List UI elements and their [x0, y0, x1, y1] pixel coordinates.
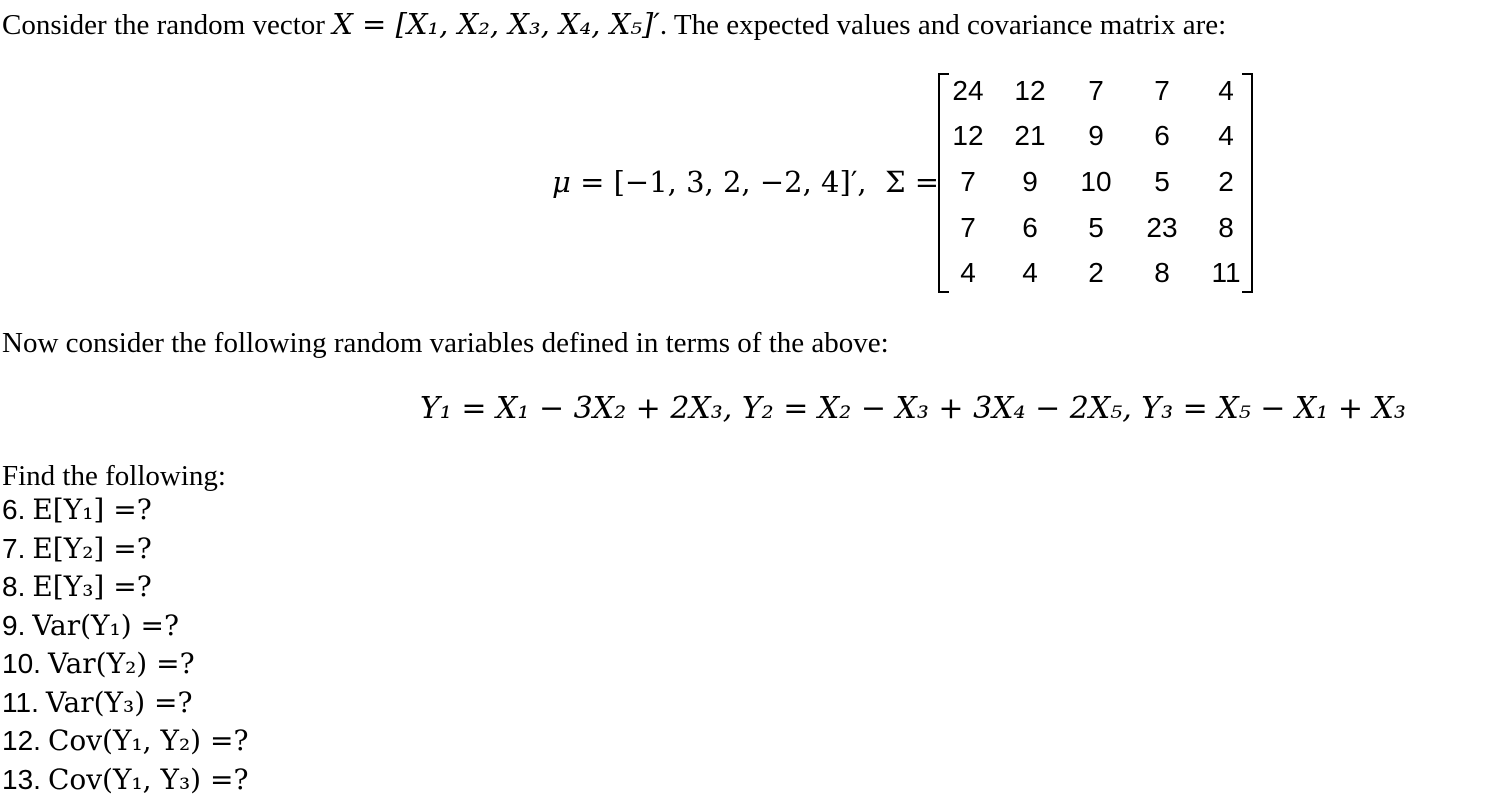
question-number: 11. — [2, 687, 39, 718]
find-heading: Find the following: — [2, 460, 226, 492]
mu-symbol: μ — [552, 165, 571, 199]
matrix-cell: 4 — [1218, 75, 1234, 106]
matrix-row — [938, 164, 1253, 200]
matrix-cell: 4 — [960, 257, 976, 288]
matrix-cell: 2 — [1088, 257, 1104, 288]
matrix-cell: 12 — [952, 120, 984, 151]
question-expression: E[Y₃] =? — [32, 570, 152, 603]
matrix-cell: 23 — [1146, 212, 1178, 243]
question-expression: Cov(Y₁, Y₃) =? — [47, 763, 249, 796]
matrix-row — [938, 210, 1253, 246]
question-item — [2, 762, 248, 799]
matrix-cell: 7 — [960, 212, 976, 243]
question-expression: Var(Y₁) =? — [32, 609, 180, 642]
question-number: 10. — [2, 648, 41, 679]
y-definitions: Y₁ = X₁ − 3X₂ + 2X₃, Y₂ = X₂ − X₃ + 3X₄ − 2X₅, Y₃ = X₅ − X₁ + X₃ — [420, 391, 1406, 426]
question-expression: Cov(Y₁, Y₂) =? — [47, 724, 249, 757]
matrix-cell: 7 — [1088, 75, 1104, 106]
question-item — [2, 492, 152, 529]
matrix-cell: 11 — [1211, 257, 1241, 288]
matrix-cell: 5 — [1088, 212, 1104, 243]
intro-prefix: Consider the random vector — [2, 9, 333, 41]
matrix-cell: 7 — [1154, 75, 1170, 106]
question-item — [2, 608, 179, 645]
question-expression: E[Y₁] =? — [32, 493, 152, 526]
question-item — [2, 723, 248, 760]
question-item — [2, 685, 193, 722]
question-expression: E[Y₂] =? — [32, 532, 152, 565]
matrix-cell: 4 — [1218, 120, 1234, 151]
question-number: 13. — [2, 764, 41, 795]
matrix-cell: 7 — [960, 166, 976, 197]
matrix-row — [938, 73, 1253, 109]
question-expression: Var(Y₃) =? — [45, 686, 193, 719]
matrix-cell: 8 — [1154, 257, 1170, 288]
sigma-symbol: Σ = — [885, 165, 940, 199]
matrix-cell: 6 — [1022, 212, 1038, 243]
matrix-cell: 4 — [1022, 257, 1038, 288]
question-expression: Var(Y₂) =? — [47, 647, 195, 680]
matrix-cell: 9 — [1088, 120, 1104, 151]
question-item — [2, 531, 152, 568]
matrix-cell: 6 — [1154, 120, 1170, 151]
intro-sentence — [2, 6, 1226, 43]
question-item — [2, 646, 195, 683]
matrix-cell: 10 — [1080, 166, 1112, 197]
matrix-cell: 2 — [1218, 166, 1234, 197]
matrix-cell: 24 — [952, 75, 984, 106]
matrix-cell: 21 — [1014, 120, 1046, 151]
matrix-cell: 8 — [1218, 212, 1234, 243]
matrix-row — [938, 255, 1253, 291]
intro-suffix: . The expected values and covariance matrix are: — [659, 9, 1227, 41]
question-number: 8. — [2, 571, 26, 602]
covariance-matrix — [938, 73, 1253, 291]
mean-and-covariance-label — [552, 164, 939, 200]
matrix-row — [938, 118, 1253, 154]
mu-vector: = [−1, 3, 2, −2, 4]′, — [580, 165, 867, 199]
question-number: 12. — [2, 725, 41, 756]
matrix-cell: 12 — [1014, 75, 1046, 106]
now-consider-sentence: Now consider the following random variables defined in terms of the above: — [2, 327, 889, 359]
question-number: 7. — [2, 533, 26, 564]
question-number: 6. — [2, 494, 26, 525]
matrix-cell: 9 — [1022, 166, 1038, 197]
random-vector-expression: X = [X₁, X₂, X₃, X₄, X₅]′ — [332, 7, 660, 41]
question-item — [2, 569, 152, 606]
question-number: 9. — [2, 610, 26, 641]
matrix-cell: 5 — [1154, 166, 1170, 197]
